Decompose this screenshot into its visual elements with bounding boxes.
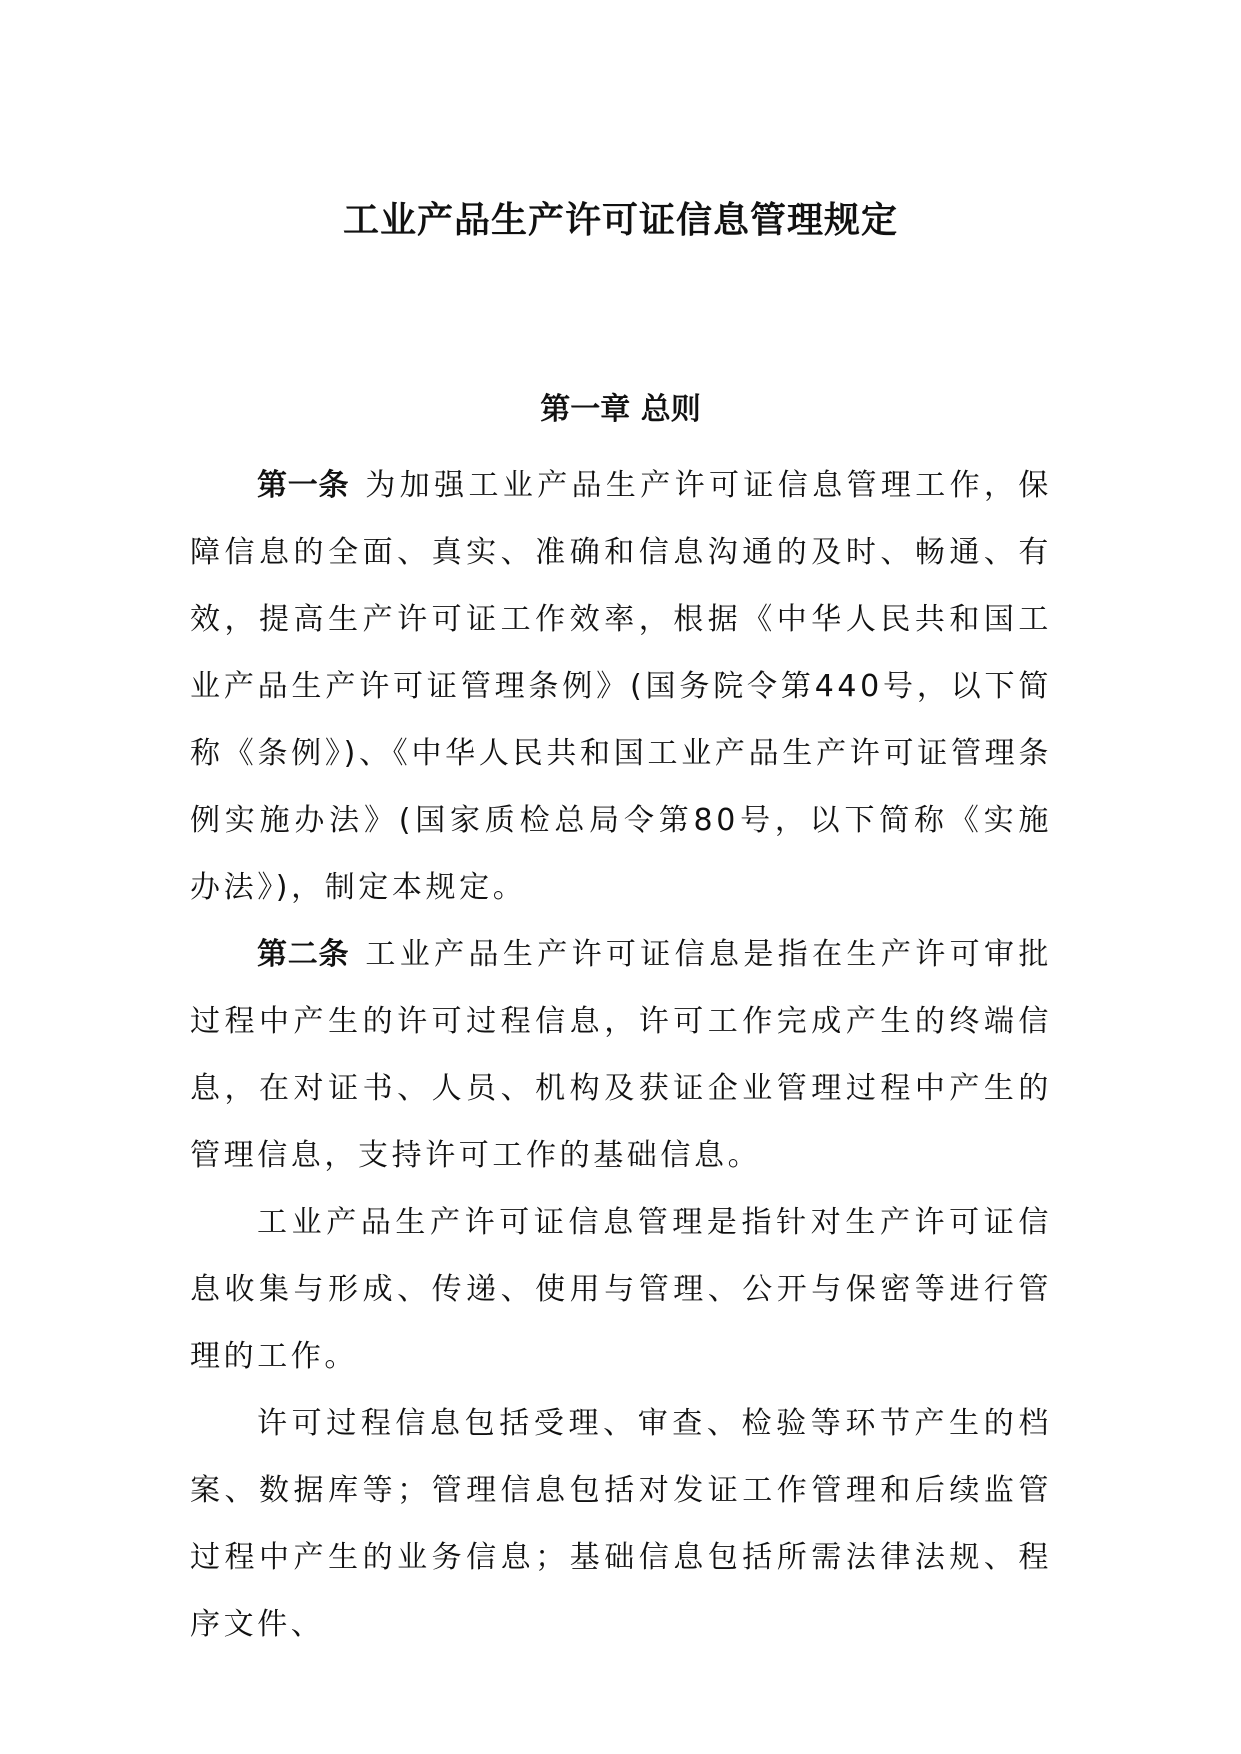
article-paragraph [190, 452, 1052, 921]
article-number: 第一条 [257, 468, 350, 503]
paragraph-text: 工业产品生产许可证信息是指在生产许可审批过程中产生的许可过程信息，许可工作完成产生的终端信息，在对证书、人员、机构及获证企业管理过程中产生的管理信息，支持许可工作的基础信息。 [190, 937, 1053, 1173]
article-paragraph [190, 921, 1052, 1189]
paragraph-text: 工业产品生产许可证信息管理是指针对生产许可证信息收集与形成、传递、使用与管理、公开与保密等进行管理的工作。 [190, 1205, 1052, 1374]
document-title: 工业产品生产许可证信息管理规定 [342, 200, 898, 241]
paragraph-text: 为加强工业产品生产许可证信息管理工作，保障信息的全面、真实、准确和信息沟通的及时、畅通、有效，提高生产许可证工作效率，根据《中华人民共和国工业产品生产许可证管理条例》(国务院令第440号，以下简称《条例》)、《中华人民共和国工业产品生产许可证管理条例实施办法》(国家质检总局令第80号，以下简称《实施办法》)，制定本规定。 [190, 468, 1053, 905]
article-number: 第二条 [257, 937, 350, 972]
body-paragraph [190, 1189, 1052, 1390]
body-paragraph [190, 1390, 1052, 1658]
paragraph-text: 许可过程信息包括受理、审查、检验等环节产生的档案、数据库等；管理信息包括对发证工作管理和后续监管过程中产生的业务信息；基础信息包括所需法律法规、程序文件、 [190, 1406, 1052, 1642]
chapter-heading: 第一章 总则 [540, 392, 701, 427]
document-body [190, 452, 1052, 1658]
